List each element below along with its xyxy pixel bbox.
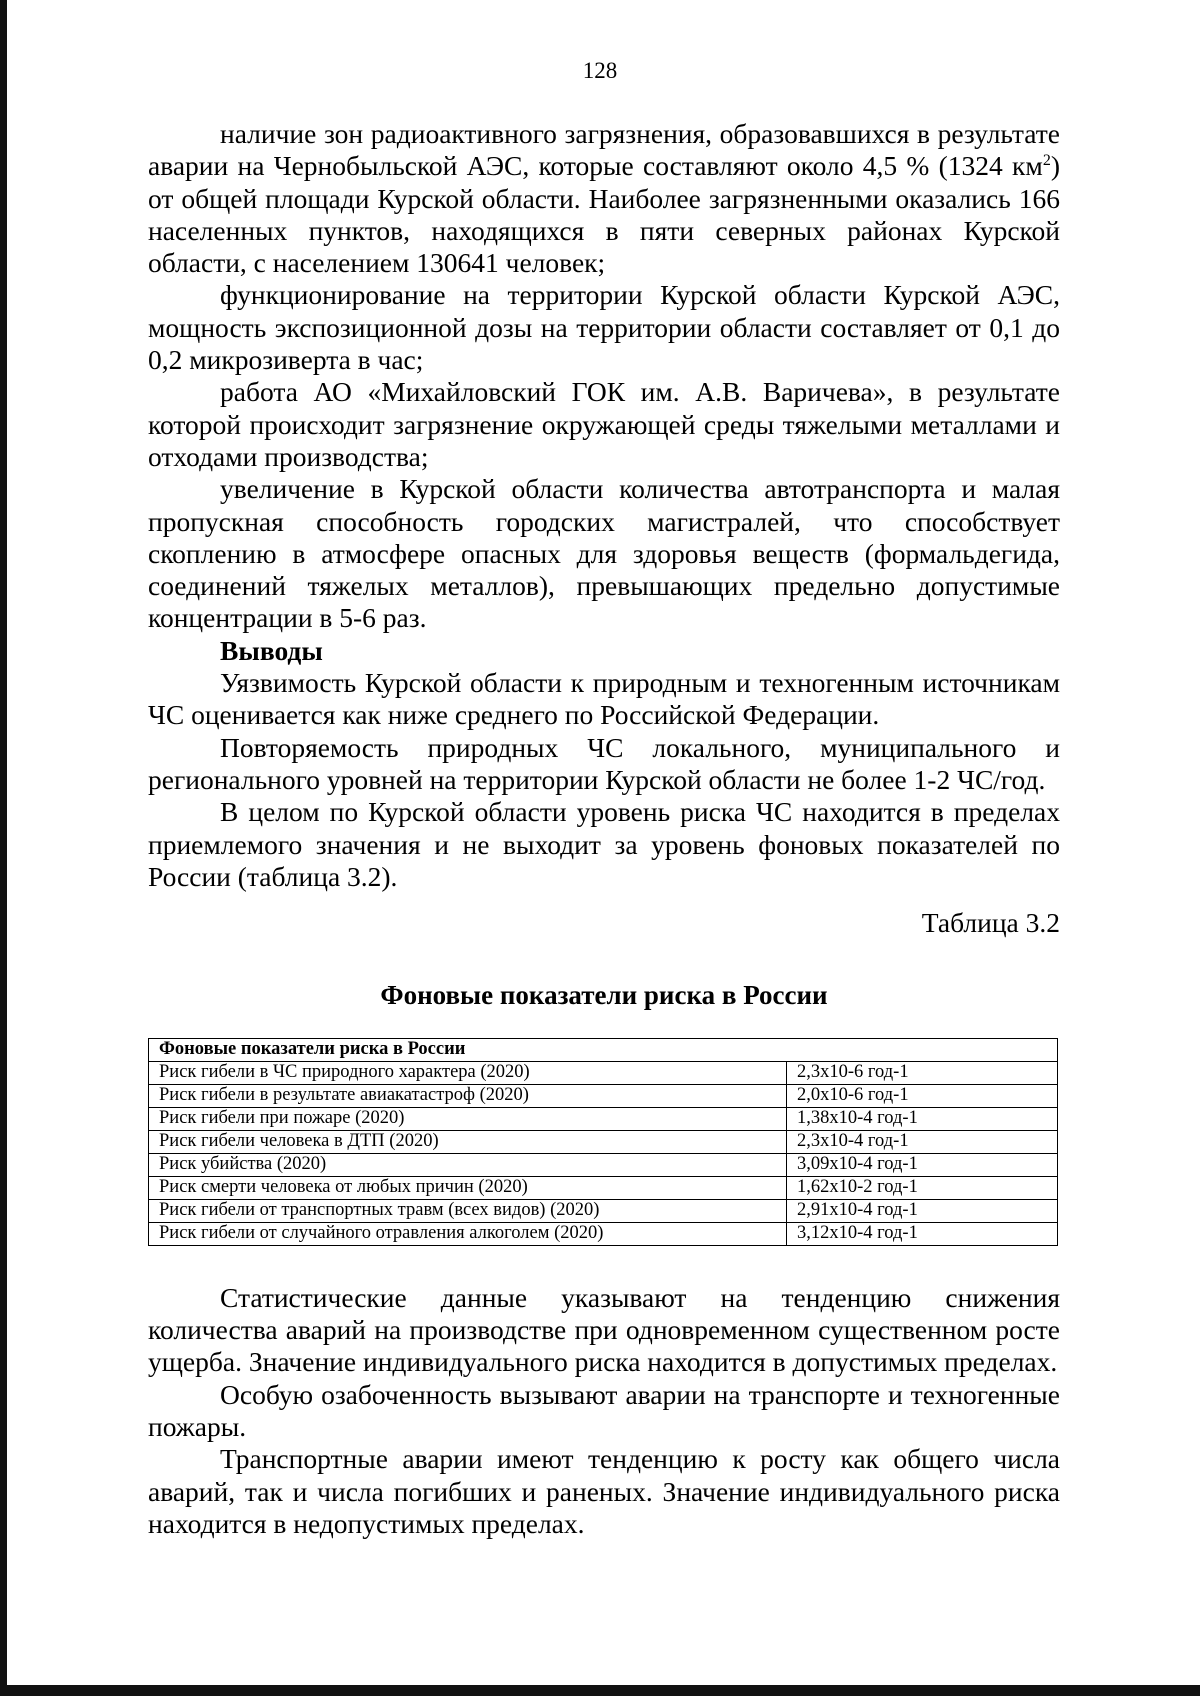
paragraph-concern: Особую озабоченность вызывают аварии на транспорте и техногенные пожары. (148, 1378, 1060, 1442)
scan-edge-bottom (0, 1685, 1200, 1696)
after-table-section (148, 1282, 1060, 1540)
conclusions-heading: Выводы (220, 634, 323, 666)
value-cell: 3,09x10-4 год-1 (787, 1153, 1058, 1176)
value-cell: 2,91x10-4 год-1 (787, 1199, 1058, 1222)
indicator-cell: Риск гибели в результате авиакатастроф (2020) (149, 1084, 787, 1107)
value-cell: 2,0x10-6 год-1 (787, 1084, 1058, 1107)
superscript: 2 (1042, 152, 1051, 170)
paragraph-statistics: Статистические данные указывают на тенденцию снижения количества аварий на производстве при одновременном существенном росте ущерба. Значение индивидуального риска находится в допустимых пределах. (148, 1281, 1060, 1378)
table-title: Фоновые показатели риска в России (380, 980, 828, 1011)
paragraph-npp: функционирование на территории Курской области Курской АЭС, мощность экспозиционной дозы на территории области составляет от 0,1 до 0,2 микрозиверта в час; (148, 279, 1060, 376)
value-cell: 1,38x10-4 год-1 (787, 1107, 1058, 1130)
value-cell: 2,3x10-6 год-1 (787, 1061, 1058, 1084)
table-label: Таблица 3.2 (921, 907, 1060, 939)
indicator-cell: Риск смерти человека от любых причин (2020) (149, 1176, 787, 1199)
indicator-cell: Риск гибели от случайного отравления алкоголем (2020) (149, 1222, 787, 1245)
indicator-cell: Риск гибели в ЧС природного характера (2020) (149, 1061, 787, 1084)
paragraph-text: наличие зон радиоактивного загрязнения, образовавшихся в результате аварии на Чернобыльской АЭС, которые составляют около 4,5 % (1324 км (148, 118, 1060, 182)
paragraph-vulnerability: Уязвимость Курской области к природным и техногенным источникам ЧС оценивается как ниже среднего по Российской Федерации. (148, 667, 1060, 731)
value-cell: 2,3x10-4 год-1 (787, 1130, 1058, 1153)
table-row (149, 1061, 1058, 1084)
indicator-cell: Риск убийства (2020) (149, 1153, 787, 1176)
table-header-row (149, 1038, 1058, 1061)
paragraph-risk-level: В целом по Курской области уровень риска ЧС находится в пределах приемлемого значения и не выходит за уровень фоновых показателей по России (таблица 3.2). (148, 796, 1060, 892)
table-row (149, 1153, 1058, 1176)
table-row (149, 1130, 1058, 1153)
paragraph-recurrence: Повторяемость природных ЧС локального, муниципального и регионального уровней на территории Курской области не более 1-2 ЧС/год. (148, 731, 1060, 795)
table-header-cell: Фоновые показатели риска в России (149, 1038, 1058, 1061)
table-row (149, 1199, 1058, 1222)
document-body (148, 118, 1060, 1540)
indicator-cell: Риск гибели человека в ДТП (2020) (149, 1130, 787, 1153)
paragraph-radioactive-zones (148, 118, 1060, 279)
scan-edge-left (0, 0, 7, 1696)
table-row (149, 1176, 1058, 1199)
risk-table (148, 1038, 1058, 1246)
paragraph-gok: работа АО «Михайловский ГОК им. А.В. Варичева», в результате которой происходит загрязнение окружающей среды тяжелыми металлами и отходами производства; (148, 376, 1060, 472)
paragraph-transport-growth: увеличение в Курской области количества автотранспорта и малая пропускная способность городских магистралей, что способствует скоплению в атмосфере опасных для здоровья веществ (формальдегида, соединений тяжелых металлов), превышающих предельно допустимые концентрации в 5-6 раз. (148, 473, 1060, 634)
indicator-cell: Риск гибели от транспортных травм (всех видов) (2020) (149, 1199, 787, 1222)
indicator-cell: Риск гибели при пожаре (2020) (149, 1107, 787, 1130)
paragraph-text: ) от общей площади Курской области. Наиболее загрязненными оказались 166 населенных пунктов, находящихся в пяти северных районах Курской области, с населением 130641 человек; (148, 150, 1060, 279)
paragraph-transport-accidents: Транспортные аварии имеют тенденцию к росту как общего числа аварий, так и числа погибших и раненых. Значение индивидуального риска находится в недопустимых пределах. (148, 1443, 1060, 1539)
table-row (149, 1107, 1058, 1130)
table-row (149, 1084, 1058, 1107)
value-cell: 1,62x10-2 год-1 (787, 1176, 1058, 1199)
table-row (149, 1222, 1058, 1245)
value-cell: 3,12x10-4 год-1 (787, 1222, 1058, 1245)
page-number: 128 (582, 58, 618, 83)
